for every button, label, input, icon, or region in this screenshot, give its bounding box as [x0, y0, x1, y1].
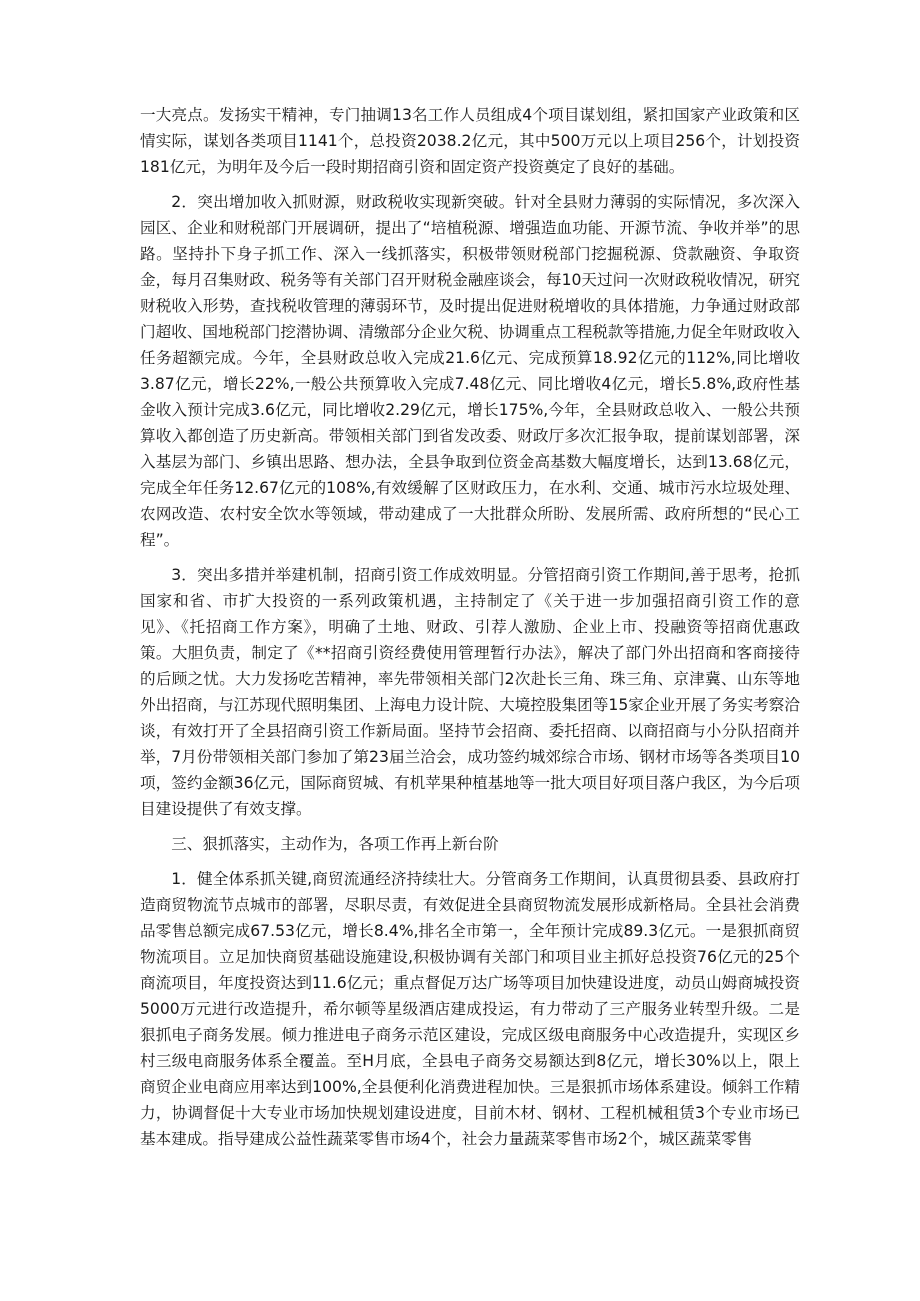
- paragraph-continuation: 一大亮点。发扬实干精神，专门抽调13名工作人员组成4个项目谋划组，紧扣国家产业政策和区情实际，谋划各类项目1141个，总投资2038.2亿元，其中500万元以上项目256个，计划投资181亿元，为明年及今后一段时期招商引资和固定资产投资奠定了良好的基础。: [140, 106, 800, 176]
- section-heading: 三、狠抓落实，主动作为，各项工作再上新台阶: [171, 835, 499, 853]
- paragraph-investment-promotion: 3．突出多措并举建机制，招商引资工作成效明显。分管招商引资工作期间,善于思考，抢抓国家和省、市扩大投资的一系列政策机遇，主持制定了《关于进一步加强招商引资工作的意见》、《托招商工作方案》，明确了土地、财政、引荐人激励、企业上市、投融资等招商优惠政策。大胆负责，制定了《**招商引资经费使用管理暂行办法》，解决了部门外出招商和客商接待的后顾之忧。大力发扬吃苦精神，率先带领相关部门2次赴长三角、珠三角、京津冀、山东等地外出招商，与江苏现代照明集团、上海电力设计院、大境控股集团等15家企业开展了务实考察洽谈，有效打开了全县招商引资工作新局面。坚持节会招商、委托招商、以商招商与小分队招商并举，7月份带领相关部门参加了第23届兰洽会，成功签约城郊综合市场、钢材市场等各类项目10项，签约金额36亿元，国际商贸城、有机苹果种植基地等一批大项目好项目落户我区，为今后项目建设提供了有效支撑。: [140, 566, 800, 818]
- document-body: [140, 102, 800, 1161]
- paragraph-finance-revenue: 2．突出增加收入抓财源，财政税收实现新突破。针对全县财力薄弱的实际情况，多次深入园区、企业和财税部门开展调研，提出了“培植税源、增强造血功能、开源节流、争收并举”的思路。坚持扑下身子抓工作、深入一线抓落实，积极带领财税部门挖掘税源、贷款融资、争取资金，每月召集财政、税务等有关部门召开财税金融座谈会，每10天过问一次财政税收情况，研究财税收入形势，查找税收管理的薄弱环节，及时提出促进财税增收的具体措施，力争通过财政部门超收、国地税部门挖潜协调、清缴部分企业欠税、协调重点工程税款等措施,力促全年财政收入任务超额完成。今年，全县财政总收入完成21.6亿元、完成预算18.92亿元的112%,同比增收3.87亿元，增长22%,一般公共预算收入完成7.48亿元、同比增收4亿元，增长5.8%,政府性基金收入预计完成3.6亿元，同比增收2.29亿元，增长175%,今年，全县财政总收入、一般公共预算收入都创造了历史新高。带领相关部门到省发改委、财政厅多次汇报争取，提前谋划部署，深入基层为部门、乡镇出思路、想办法，全县争取到位资金高基数大幅度增长，达到13.68亿元，完成全年任务12.67亿元的108%,有效缓解了区财政压力，在水利、交通、城市污水垃圾处理、农网改造、农村安全饮水等领域，带动建成了一大批群众所盼、发展所需、政府所想的“民心工程”。: [140, 193, 800, 549]
- paragraph-commerce-logistics: 1．健全体系抓关键,商贸流通经济持续壮大。分管商务工作期间，认真贯彻县委、县政府打造商贸物流节点城市的部署，尽职尽责，有效促进全县商贸物流发展形成新格局。全县社会消费品零售总额完成67.53亿元，增长8.4%,排名全市第一，全年预计完成89.3亿元。一是狠抓商贸物流项目。立足加快商贸基础设施建设,积极协调有关部门和项目业主抓好总投资76亿元的25个商流项目，年度投资达到11.6亿元；重点督促万达广场等项目加快建设进度，动员山姆商城投资5000万元进行改造提升，希尔顿等星级酒店建成投运，有力带动了三产服务业转型升级。二是狠抓电子商务发展。倾力推进电子商务示范区建设，完成区级电商服务中心改造提升，实现区乡村三级电商服务体系全覆盖。至H月底，全县电子商务交易额达到8亿元，增长30%以上，限上商贸企业电商应用率达到100%,全县便利化消费进程加快。三是狠抓市场体系建设。倾斜工作精力，协调督促十大专业市场加快规划建设进度，目前木材、钢材、工程机械租赁3个专业市场已基本建成。指导建成公益性蔬菜零售市场4个，社会力量蔬菜零售市场2个，城区蔬菜零售: [140, 870, 800, 1148]
